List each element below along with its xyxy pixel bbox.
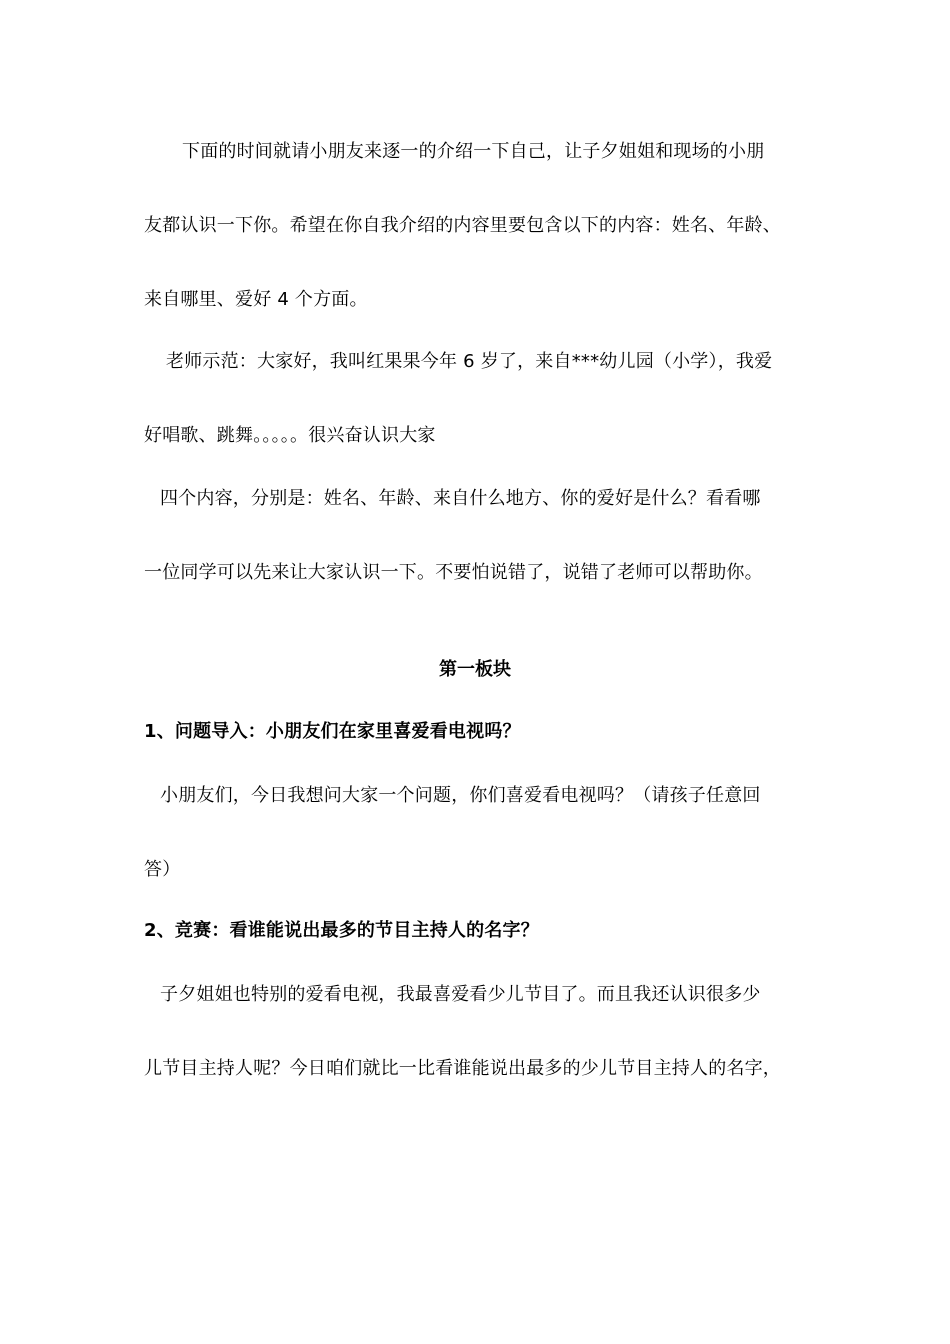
- paragraph-intro-line-2: 友都认识一下你。希望在你自我介绍的内容里要包含以下的内容：姓名、年龄、: [144, 215, 781, 236]
- item-1-line-2: 答）: [144, 859, 181, 880]
- paragraph-four-items-line-1: 四个内容，分别是：姓名、年龄、来自什么地方、你的爱好是什么？看看哪: [160, 488, 761, 509]
- paragraph-intro-line-1: 下面的时间就请小朋友来逐一的介绍一下自己，让子夕姐姐和现场的小朋: [182, 141, 765, 162]
- item-2-heading: 2、竞赛：看谁能说出最多的节目主持人的名字？: [144, 920, 539, 941]
- paragraph-demo-line-2: 好唱歌、跳舞。。。。。很兴奋认识大家: [144, 425, 436, 446]
- paragraph-demo-line-1: 老师示范：大家好，我叫红果果今年 6 岁了，来自***幼儿园（小学），我爱: [166, 351, 773, 372]
- item-1-line-1: 小朋友们，今日我想问大家一个问题，你们喜爱看电视吗？（请孩子任意回: [160, 785, 761, 806]
- paragraph-intro-line-3: 来自哪里、爱好 4 个方面。: [144, 289, 368, 310]
- section-title: 第一板块: [439, 659, 511, 680]
- item-2-line-1: 子夕姐姐也特别的爱看电视，我最喜爱看少儿节目了。而且我还认识很多少: [160, 984, 761, 1005]
- item-1-heading: 1、问题导入：小朋友们在家里喜爱看电视吗？: [144, 721, 521, 742]
- item-2-line-2: 儿节目主持人呢？今日咱们就比一比看谁能说出最多的少儿节目主持人的名字，: [144, 1058, 781, 1079]
- paragraph-four-items-line-2: 一位同学可以先来让大家认识一下。不要怕说错了，说错了老师可以帮助你。: [144, 562, 763, 583]
